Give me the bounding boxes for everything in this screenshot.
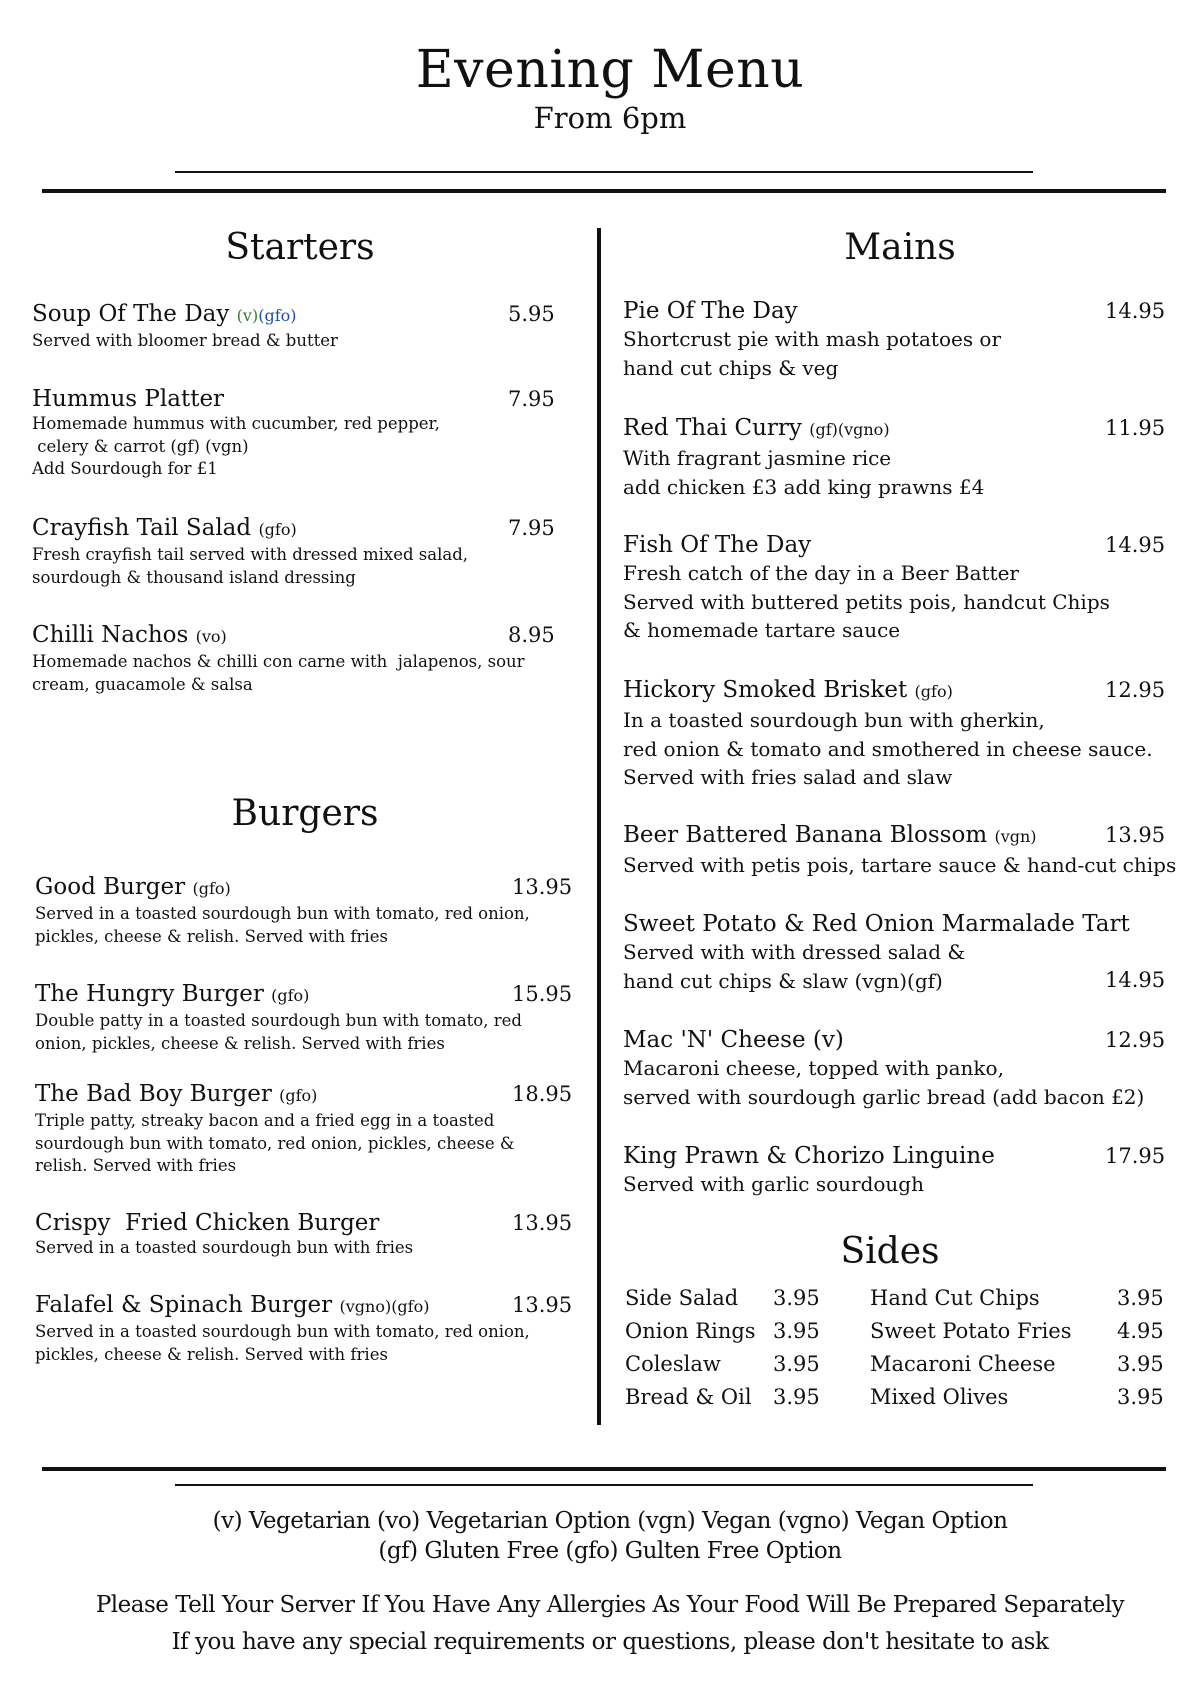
item-description: cream, guacamole & salsa — [32, 674, 253, 694]
side-name: Mixed Olives — [870, 1385, 1009, 1409]
item-price: 8.95 — [508, 623, 555, 647]
item-description: Served with fries salad and slaw — [623, 765, 953, 789]
menu-item — [623, 1026, 1183, 1111]
item-description: With fragrant jasmine rice — [623, 446, 892, 470]
burgers-heading: Burgers — [231, 793, 379, 834]
item-price: 13.95 — [512, 1293, 573, 1317]
item-description: Served with with dressed salad & — [623, 940, 966, 964]
item-price: 5.95 — [508, 302, 555, 326]
item-description: Triple patty, streaky bacon and a fried egg in a toasted — [35, 1111, 495, 1130]
header-divider-thin — [175, 171, 1033, 173]
mains-heading: Mains — [844, 227, 956, 268]
item-name: Beer Battered Banana Blossom (vgn) — [623, 822, 1037, 848]
item-name: Crayfish Tail Salad (gfo) — [32, 515, 297, 541]
item-name: King Prawn & Chorizo Linguine — [623, 1143, 995, 1169]
menu-title: Evening Menu — [415, 40, 805, 100]
item-name: Hickory Smoked Brisket (gfo) — [623, 677, 953, 703]
item-name: Chilli Nachos (vo) — [32, 622, 227, 648]
side-name: Bread & Oil — [625, 1385, 752, 1409]
side-price: 3.95 — [773, 1385, 820, 1409]
item-description: Served in a toasted sourdough bun with fries — [35, 1238, 414, 1257]
item-description: Served with bloomer bread & butter — [32, 331, 338, 350]
item-description: Homemade nachos & chilli con carne with jalapenos, sour — [32, 652, 525, 671]
menu-item — [35, 980, 573, 1055]
item-description: Add Sourdough for £1 — [32, 459, 218, 478]
item-price: 12.95 — [1105, 1028, 1166, 1052]
item-name: Soup Of The Day (v)(gfo) — [32, 301, 297, 327]
item-price: 14.95 — [1105, 299, 1166, 323]
side-name: Side Salad — [625, 1286, 739, 1310]
side-name: Onion Rings — [625, 1319, 756, 1343]
menu-item — [623, 910, 1168, 995]
item-description: sourdough & thousand island dressing — [32, 567, 356, 587]
item-price: 14.95 — [1105, 968, 1166, 992]
item-price: 13.95 — [512, 875, 573, 899]
side-price: 3.95 — [1117, 1286, 1164, 1310]
side-price: 3.95 — [773, 1352, 820, 1376]
item-description: Macaroni cheese, topped with panko, — [623, 1056, 1004, 1080]
dietary-legend: (gf) Gluten Free (gfo) Gulten Free Option — [378, 1538, 842, 1564]
item-description: Served in a toasted sourdough bun with tomato, red onion, — [35, 1322, 530, 1341]
side-name: Hand Cut Chips — [870, 1286, 1040, 1310]
menu-item — [35, 1291, 573, 1366]
item-price: 7.95 — [508, 516, 555, 540]
menu-item — [623, 676, 1183, 792]
item-name: Pie Of The Day — [623, 298, 798, 324]
item-price: 11.95 — [1105, 416, 1166, 440]
menu-item — [623, 821, 1193, 880]
item-price: 15.95 — [512, 982, 573, 1006]
item-description: sourdough bun with tomato, red onion, pickles, cheese & — [35, 1133, 515, 1153]
item-price: 7.95 — [508, 387, 555, 411]
menu-item — [623, 414, 1168, 501]
item-description: Served with buttered petits pois, handcut Chips — [623, 589, 1110, 614]
dietary-legend: (v) Vegetarian (vo) Vegetarian Option (vgn) Vegan (vgno) Vegan Option — [212, 1508, 1008, 1534]
item-description: relish. Served with fries — [35, 1156, 237, 1175]
menu-item — [623, 531, 1168, 645]
item-description: Fresh catch of the day in a Beer Batter — [623, 561, 1019, 585]
item-name: The Hungry Burger (gfo) — [35, 981, 310, 1007]
item-description: add chicken £3 add king prawns £4 — [623, 474, 985, 499]
item-price: 18.95 — [512, 1082, 573, 1106]
item-description: In a toasted sourdough bun with gherkin, — [623, 708, 1045, 732]
side-name: Coleslaw — [625, 1352, 721, 1376]
item-description: Served in a toasted sourdough bun with tomato, red onion, — [35, 904, 530, 923]
footer-divider-thin — [175, 1484, 1033, 1486]
menu-item — [623, 297, 1168, 382]
side-price: 3.95 — [773, 1319, 820, 1343]
starters-heading: Starters — [225, 227, 375, 268]
column-divider — [597, 228, 601, 1425]
menu-item — [32, 385, 557, 481]
item-name: Mac 'N' Cheese (v) — [623, 1027, 844, 1053]
item-description: pickles, cheese & relish. Served with fries — [35, 1344, 388, 1364]
header-divider-thick — [42, 189, 1166, 193]
item-description: pickles, cheese & relish. Served with fries — [35, 926, 388, 946]
side-name: Macaroni Cheese — [870, 1352, 1056, 1376]
item-name: Fish Of The Day — [623, 532, 812, 558]
item-name: Red Thai Curry (gf)(vgno) — [623, 415, 890, 441]
item-price: 13.95 — [512, 1211, 573, 1235]
sides-heading: Sides — [840, 1231, 940, 1272]
item-description: Served with petis pois, tartare sauce & hand-cut chips — [623, 853, 1177, 877]
item-price: 17.95 — [1105, 1144, 1166, 1168]
item-name: Falafel & Spinach Burger (vgno)(gfo) — [35, 1292, 430, 1318]
menu-item — [623, 1142, 1168, 1199]
item-description: hand cut chips & veg — [623, 355, 839, 380]
item-description: Homemade hummus with cucumber, red pepper, — [32, 414, 440, 433]
item-name: Sweet Potato & Red Onion Marmalade Tart — [623, 911, 1130, 937]
menu-item — [32, 514, 557, 589]
item-description: Fresh crayfish tail served with dressed mixed salad, — [32, 545, 469, 564]
menu-item — [35, 1080, 573, 1178]
menu-item — [35, 1209, 573, 1260]
menu-item — [32, 621, 557, 696]
item-description: Shortcrust pie with mash potatoes or — [623, 327, 1002, 351]
side-price: 3.95 — [773, 1286, 820, 1310]
side-name: Sweet Potato Fries — [870, 1319, 1072, 1343]
item-name: Crispy Fried Chicken Burger — [35, 1210, 380, 1236]
item-description: served with sourdough garlic bread (add bacon £2) — [623, 1084, 1145, 1109]
requirements-note: If you have any special requirements or questions, please don't hesitate to ask — [171, 1629, 1049, 1655]
item-name: Hummus Platter — [32, 386, 225, 412]
item-price: 13.95 — [1105, 823, 1166, 847]
item-description: red onion & tomato and smothered in cheese sauce. — [623, 736, 1153, 761]
item-description: onion, pickles, cheese & relish. Served with fries — [35, 1033, 445, 1053]
item-description: celery & carrot (gf) (vgn) — [32, 436, 249, 456]
menu-item — [32, 300, 557, 353]
item-description: hand cut chips & slaw (vgn)(gf) — [623, 968, 943, 993]
menu-item — [35, 873, 573, 948]
item-description: Served with garlic sourdough — [623, 1172, 924, 1196]
side-price: 4.95 — [1117, 1319, 1164, 1343]
item-description: Double patty in a toasted sourdough bun with tomato, red — [35, 1011, 522, 1030]
menu-subtitle: From 6pm — [533, 101, 687, 135]
item-name: The Bad Boy Burger (gfo) — [35, 1081, 318, 1107]
item-name: Good Burger (gfo) — [35, 874, 231, 900]
allergy-note: Please Tell Your Server If You Have Any Allergies As Your Food Will Be Prepared Separately — [95, 1592, 1125, 1618]
side-price: 3.95 — [1117, 1385, 1164, 1409]
footer-divider-thick — [42, 1467, 1166, 1471]
item-price: 12.95 — [1105, 678, 1166, 702]
item-description: & homemade tartare sauce — [623, 618, 901, 642]
side-price: 3.95 — [1117, 1352, 1164, 1376]
item-price: 14.95 — [1105, 533, 1166, 557]
